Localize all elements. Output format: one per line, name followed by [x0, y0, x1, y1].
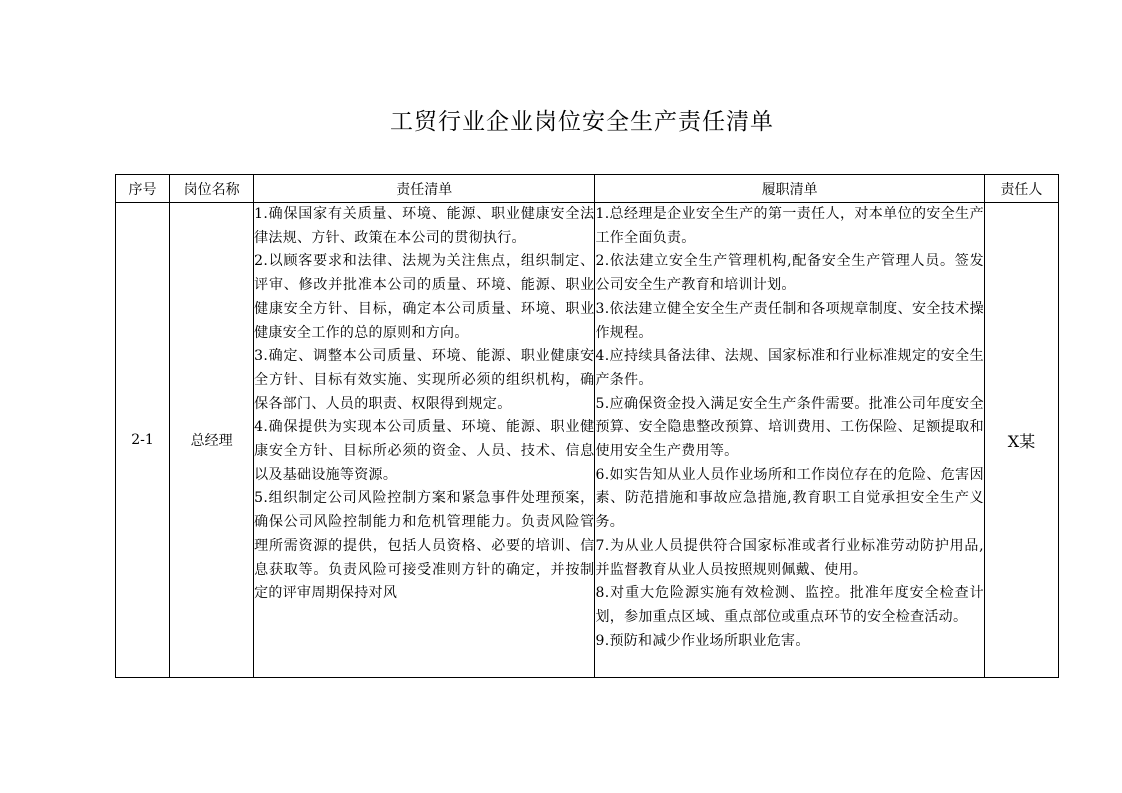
header-duties: 履职清单 [595, 175, 984, 203]
responsibility-list-cell [254, 203, 595, 678]
duty-list-cell [595, 203, 984, 678]
duty-item: 6.如实告知从业人员作业场所和工作岗位存在的危险、危害因素、防范措施和事故应急措施,教育职工自觉承担安全生产义务。 [595, 466, 984, 531]
duty-item: 7.为从业人员提供符合国家标准或者行业标准劳动防护用品,并监督教育从业人员按照规则佩戴、使用。 [595, 537, 984, 578]
responsibility-table [115, 174, 1059, 678]
duty-item: 5.应确保资金投入满足安全生产条件需要。批准公司年度安全预算、安全隐患整改预算、培训费用、工伤保险、足额提取和使用安全生产费用等。 [595, 395, 984, 460]
duty-item: 2.依法建立安全生产管理机构,配备安全生产管理人员。签发公司安全生产教育和培训计划。 [595, 253, 984, 294]
responsibility-item: 2.以顾客要求和法律、法规为关注焦点，组织制定、评审、修改并批准本公司的质量、环境、能源、职业健康安全方针、目标，确定本公司质量、环境、职业健康安全工作的总的原则和方向。 [254, 253, 595, 341]
document-title: 工贸行业企业岗位安全生产责任清单 [390, 109, 774, 135]
header-responsibilities: 责任清单 [254, 175, 595, 203]
header-post: 岗位名称 [170, 175, 254, 203]
table-header-row [116, 175, 1059, 203]
responsibility-item: 1.确保国家有关质量、环境、能源、职业健康安全法律法规、方针、政策在本公司的贯彻执行。 [254, 206, 595, 246]
duty-item: 3.依法建立健全安全生产责任制和各项规章制度、安全技术操作规程。 [595, 300, 984, 341]
responsibility-item: 5.组织制定公司风险控制方案和紧急事件处理预案，确保公司风险控制能力和危机管理能力。负责风险管理所需资源的提供，包括人员资格、必要的培训、信息获取等。负责风险可接受准则方针的确定，并按制定的评审周期保持对风 [254, 490, 595, 602]
responsibility-item: 3.确定、调整本公司质量、环境、能源、职业健康安全方针、目标有效实施、实现所必须的组织机构，确保各部门、人员的职责、权限得到规定。 [254, 348, 595, 412]
row-post: 总经理 [170, 203, 254, 678]
table-row [116, 203, 1059, 678]
header-person: 责任人 [984, 175, 1058, 203]
header-no: 序号 [116, 175, 170, 203]
responsibility-item: 4.确保提供为实现本公司质量、环境、能源、职业健康安全方针、目标所必须的资金、人员、技术、信息以及基础设施等资源。 [254, 419, 595, 483]
duty-item: 1.总经理是企业安全生产的第一责任人，对本单位的安全生产工作全面负责。 [595, 206, 984, 246]
row-person: X某 [984, 203, 1058, 678]
duty-item: 9.预防和减少作业场所职业危害。 [595, 632, 810, 649]
row-no: 2-1 [116, 203, 170, 678]
duty-item: 8.对重大危险源实施有效检测、监控。批准年度安全检查计划，参加重点区域、重点部位或重点环节的安全检查活动。 [595, 585, 984, 625]
duty-item: 4.应持续具备法律、法规、国家标准和行业标准规定的安全生产条件。 [595, 348, 984, 388]
